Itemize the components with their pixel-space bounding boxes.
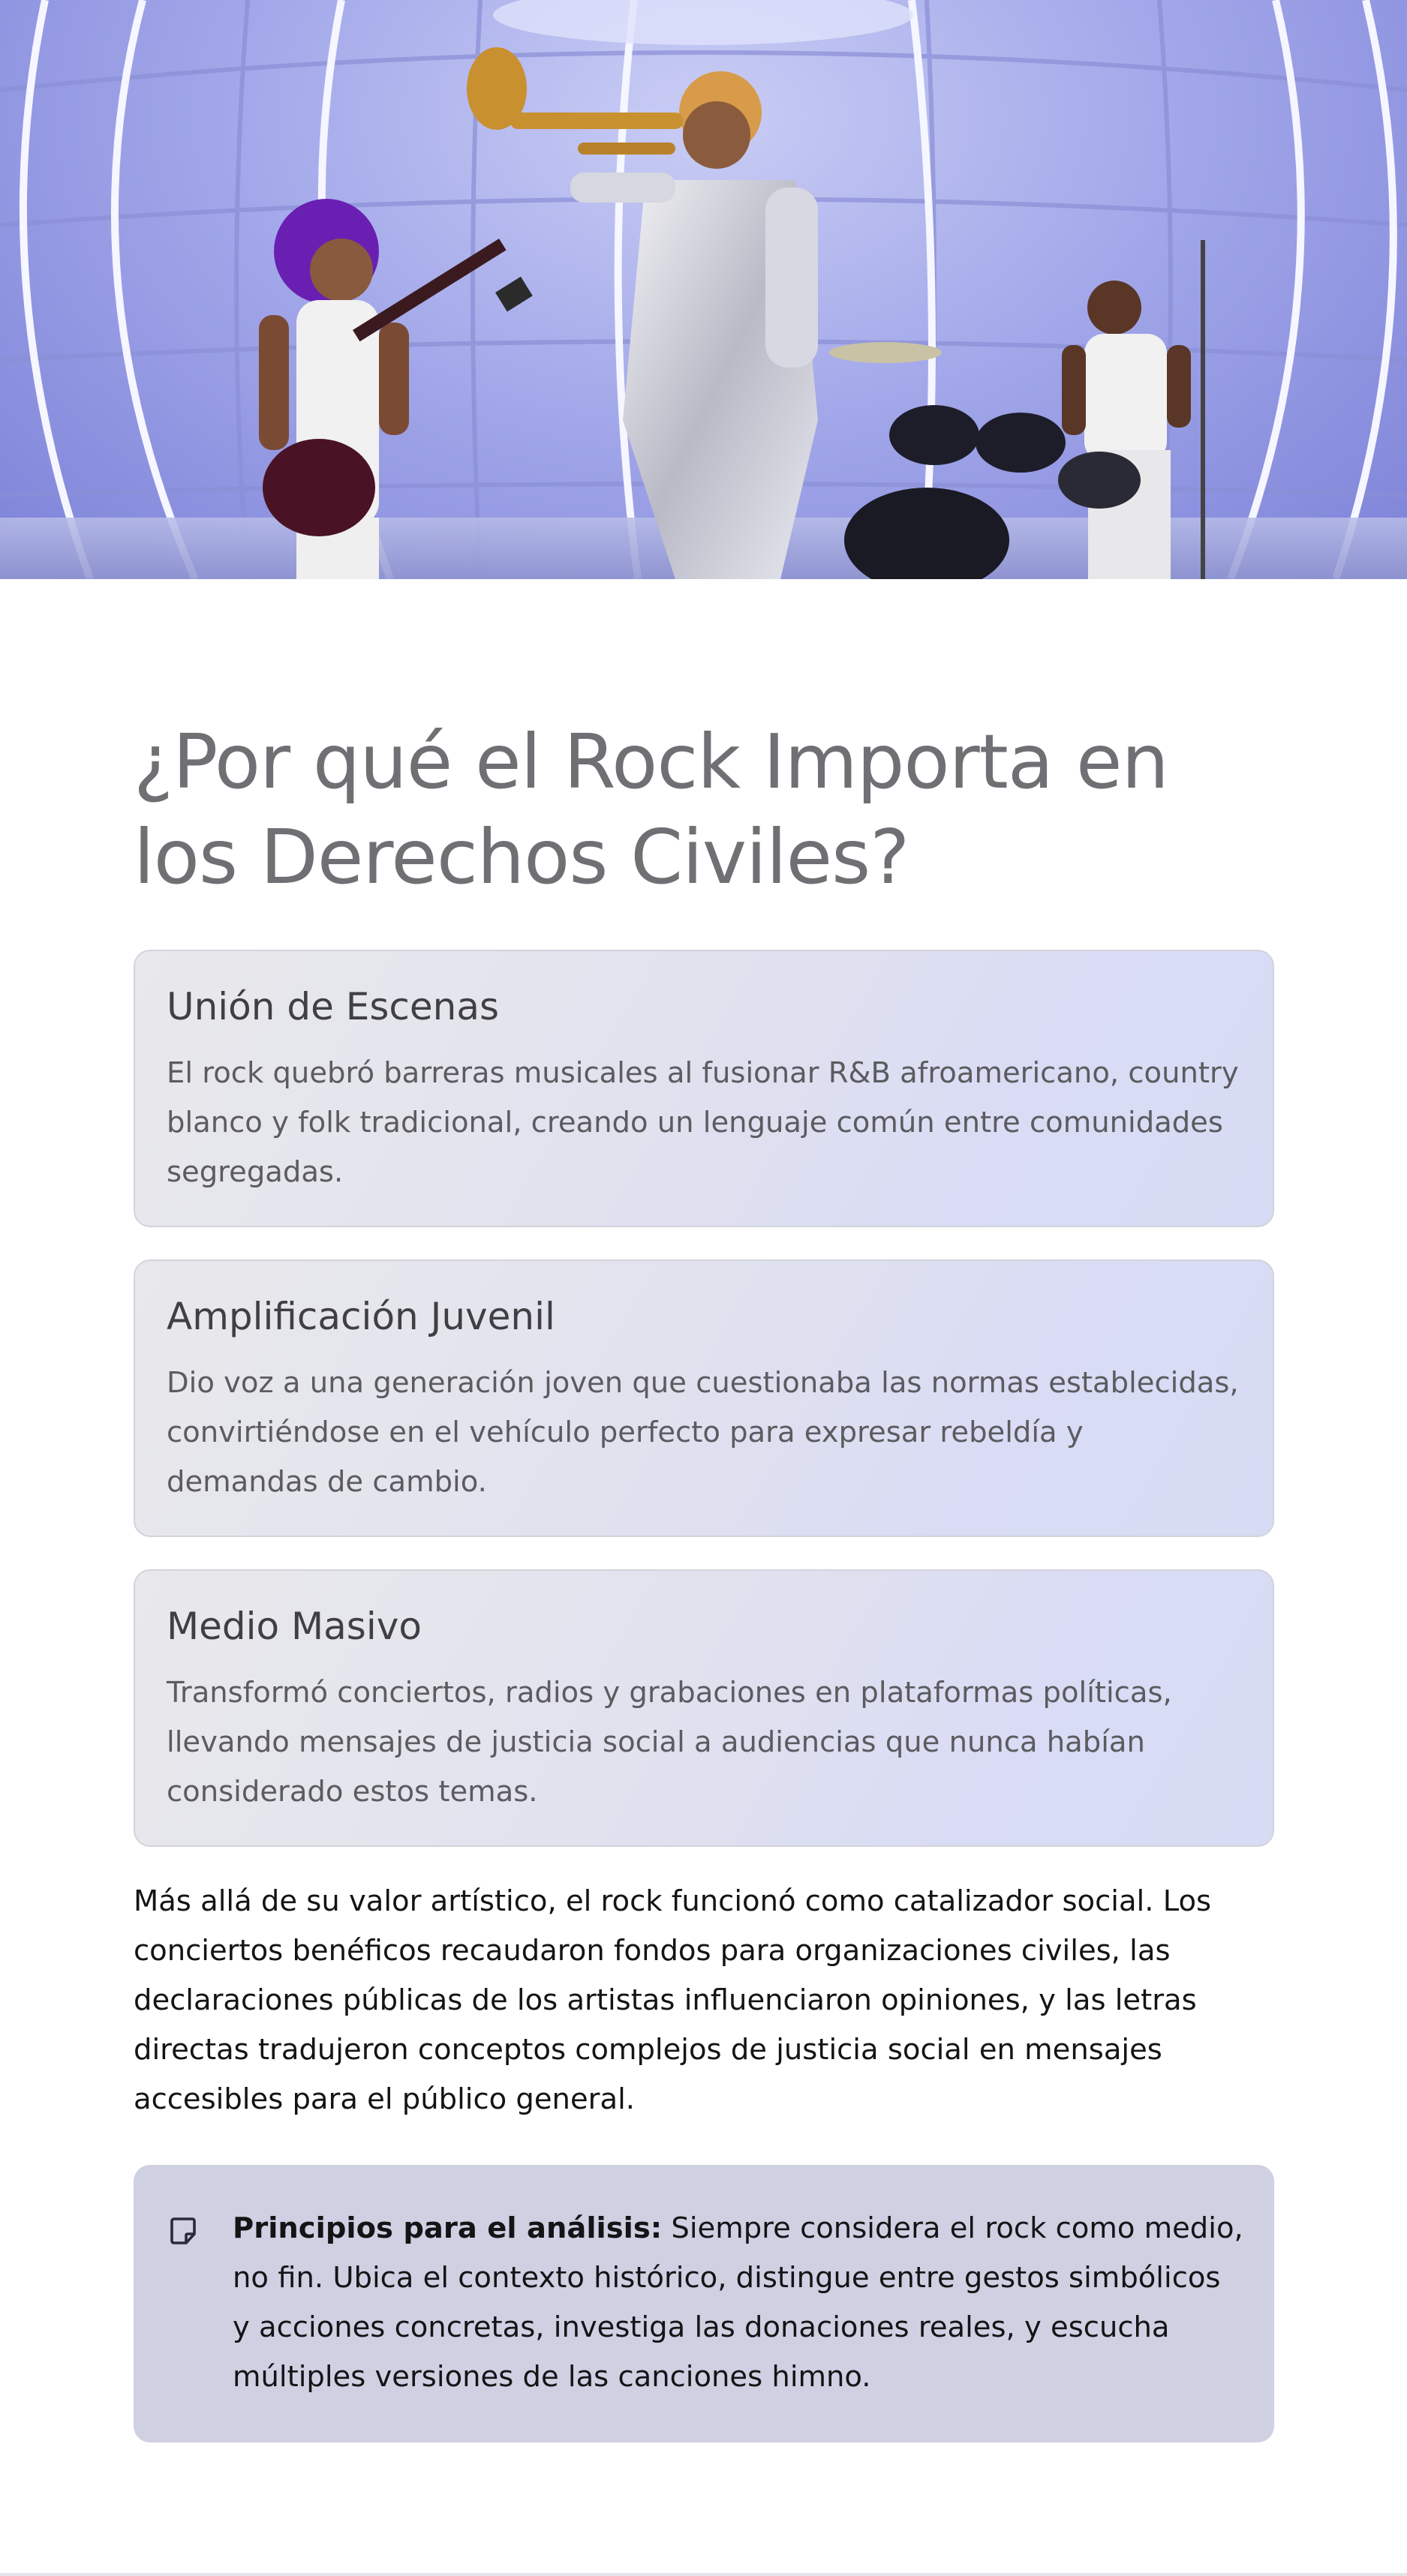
- bottom-divider: [0, 2573, 1407, 2576]
- hero-image: [0, 0, 1407, 579]
- card-title: Amplificación Juvenil: [167, 1295, 555, 1338]
- analysis-tip-box: [134, 2165, 1274, 2442]
- sticky-note-icon: [167, 2214, 200, 2247]
- tip-text: [233, 2204, 1244, 2402]
- card-text: Transformó conciertos, radios y grabaciones en plataformas políticas, llevando mensajes de justicia social a audiencias que nunca habían considerado estos temas.: [167, 1676, 1172, 1809]
- tip-body: Siempre considera el rock como medio, no fin. Ubica el contexto histórico, distingue entre gestos simbólicos y acciones concretas, investiga las donaciones reales, y escucha múltiples versiones de las canciones himno.: [233, 2211, 1243, 2394]
- card-title: Medio Masivo: [167, 1605, 422, 1648]
- body-paragraph: Más allá de su valor artístico, el rock funcionó como catalizador social. Los conciertos benéficos recaudaron fondos para organizaciones civiles, las declaraciones públicas de los artistas influenciaron opiniones, y las letras directas tradujeron conceptos complejos de justicia social en mensajes accesibles para el público general.: [134, 1884, 1212, 2116]
- card-medio-masivo: [134, 1569, 1274, 1847]
- card-title: Unión de Escenas: [167, 985, 500, 1028]
- card-text: El rock quebró barreras musicales al fusionar R&B afroamericano, country blanco y folk tradicional, creando un lenguaje común entre comunidades segregadas.: [167, 1056, 1239, 1189]
- card-text: Dio voz a una generación joven que cuestionaba las normas establecidas, convirtiéndose en el vehículo perfecto para expresar rebeldía y demandas de cambio.: [167, 1366, 1239, 1499]
- band-stage-illustration: [0, 0, 1407, 579]
- tip-label: Principios para el análisis:: [233, 2211, 663, 2245]
- card-union-de-escenas: [134, 950, 1274, 1227]
- trumpeter-figure: [467, 47, 818, 579]
- page-title: ¿Por qué el Rock Importa en los Derechos Civiles?: [134, 718, 1168, 901]
- card-amplificacion-juvenil: [134, 1259, 1274, 1537]
